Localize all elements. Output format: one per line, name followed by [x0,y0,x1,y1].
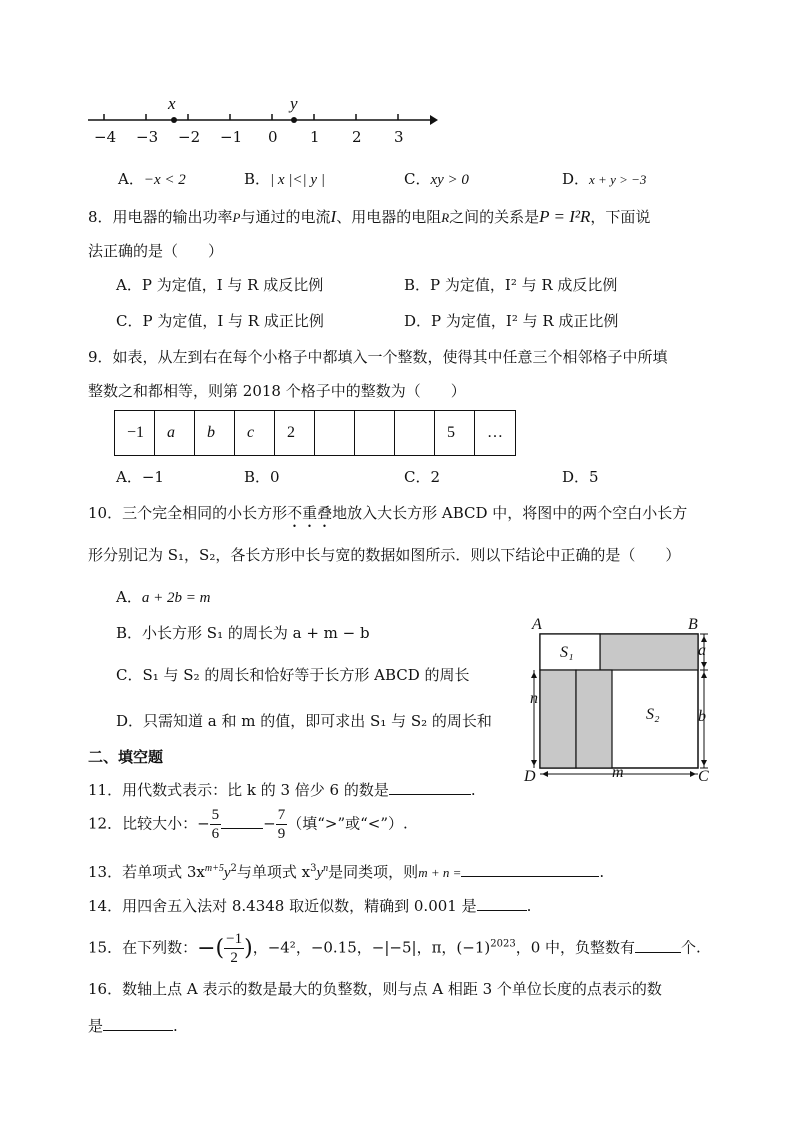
table-cell: c [235,411,275,455]
answer-blank[interactable] [477,894,527,911]
q9-option-d[interactable]: D．5 [562,468,599,486]
q10-option-d[interactable]: D．只需知道 a 和 m 的值，即可求出 S₁ 与 S₂ 的周长和 [116,712,492,730]
table-cell [315,411,355,455]
q13: 13．若单项式 $3x^{m+5}y^2$与单项式 $x^3y^n$是同类项，则m + n = . [88,860,604,882]
q8-option-d[interactable]: D．P 为定值，I² 与 R 成正比例 [404,312,619,330]
tick-label: −2 [178,128,201,146]
table-cell: a [155,411,195,455]
q16-line2: 是 . [88,1014,178,1036]
tick-label: 1 [310,128,320,146]
number-line-point-y: y [290,94,298,113]
tick-label: −1 [220,128,243,146]
q8-option-b[interactable]: B．P 为定值，I² 与 R 成反比例 [404,276,618,294]
table-cell [355,411,395,455]
figure-label-s2: S₂ [646,706,660,723]
q15: 15．在下列数：−( $\frac{-1}{2}$ )，−4²，−0.15，−|−5|，π，$(-1)^{2023}$，0 中，负整数有 个. [88,931,701,966]
table-cell: … [487,424,503,441]
q10-stem-line2: 形分别记为 S₁，S₂，各长方形中长与宽的数据如图所示．则以下结论中正确的是（ ） [88,546,681,564]
fraction: $\frac{5}{6}$ [211,807,220,842]
q8-stem-line1: 8．用电器的输出功率P与通过的电流I、用电器的电阻R之间的关系是P = I²R，下面说 [88,207,651,226]
answer-blank[interactable] [635,936,681,953]
q9-option-a[interactable]: A．−1 [116,468,164,486]
answer-blank[interactable] [389,778,471,795]
answer-blank[interactable] [221,812,263,829]
q9-stem-line2: 整数之和都相等，则第 2018 个格子中的整数为（ ） [88,382,466,400]
q12: 12．比较大小：− $\frac{5}{6}$ − $\frac{7}{9}$ （填“>”或“<”）. [88,807,408,842]
table-cell: 5 [435,411,475,455]
figure-label-d-corner: D [524,768,536,785]
tick-label: 3 [394,128,404,146]
figure-label-a-corner: A [532,616,542,633]
fraction: $\frac{7}{9}$ [277,807,286,842]
answer-blank[interactable] [103,1014,173,1031]
fraction: $\frac{-1}{2}$ [226,931,243,966]
figure-label-a-width: a [698,642,706,659]
q16-line1: 16．数轴上点 A 表示的数是最大的负整数，则与点 A 相距 3 个单位长度的点表示的数 [88,980,662,998]
table-cell: b [195,411,235,455]
tick-label: −4 [94,128,117,146]
figure-label-m: m [612,764,624,781]
q9-cell-table [114,410,516,456]
q10-stem-line1: 10．三个完全相同的小长方形不重叠地放入大长方形 ABCD 中，将图中的两个空白小长方 [88,504,688,522]
tick-label: 2 [352,128,362,146]
q10-option-a[interactable]: A．a + 2b = m [116,588,211,606]
q7-option-d[interactable]: D．x + y > −3 [562,170,647,188]
figure-label-s1: S₁ [560,644,574,661]
q7-option-c[interactable]: C．xy > 0 [404,170,469,188]
section-title: 二、填空题 [88,748,164,766]
number-line [80,92,440,152]
table-cell: 2 [275,411,315,455]
figure-label-n: n [530,690,538,707]
answer-blank[interactable] [461,860,599,877]
q7-option-b[interactable]: B．| x |<| y | [244,170,325,188]
q8-stem-line2: 法正确的是（ ） [88,242,224,260]
figure-label-b-length: b [698,708,706,725]
q9-stem-line1: 9．如表，从左到右在每个小格子中都填入一个整数，使得其中任意三个相邻格子中所填 [88,348,668,366]
tick-label: 0 [268,128,278,146]
q8-option-a[interactable]: A．P 为定值，I 与 R 成反比例 [116,276,324,294]
q14: 14．用四舍五入法对 8.4348 取近似数，精确到 0.001 是 . [88,894,531,916]
table-cell [395,411,435,455]
q11: 11．用代数式表示：比 k 的 3 倍少 6 的数是 . [88,778,476,800]
tick-label: −3 [136,128,159,146]
number-line-point-x: x [168,94,176,113]
q10-option-b[interactable]: B．小长方形 S₁ 的周长为 a + m − b [116,624,370,642]
figure-label-b-corner: B [688,616,698,633]
q9-option-b[interactable]: B．0 [244,468,280,486]
q8-option-c[interactable]: C．P 为定值，I 与 R 成正比例 [116,312,324,330]
figure-label-c-corner: C [698,768,709,785]
table-cell: −1 [115,411,155,455]
q10-option-c[interactable]: C．S₁ 与 S₂ 的周长和恰好等于长方形 ABCD 的周长 [116,666,470,684]
q9-option-c[interactable]: C．2 [404,468,441,486]
q7-option-a[interactable]: A．−x < 2 [118,170,186,188]
